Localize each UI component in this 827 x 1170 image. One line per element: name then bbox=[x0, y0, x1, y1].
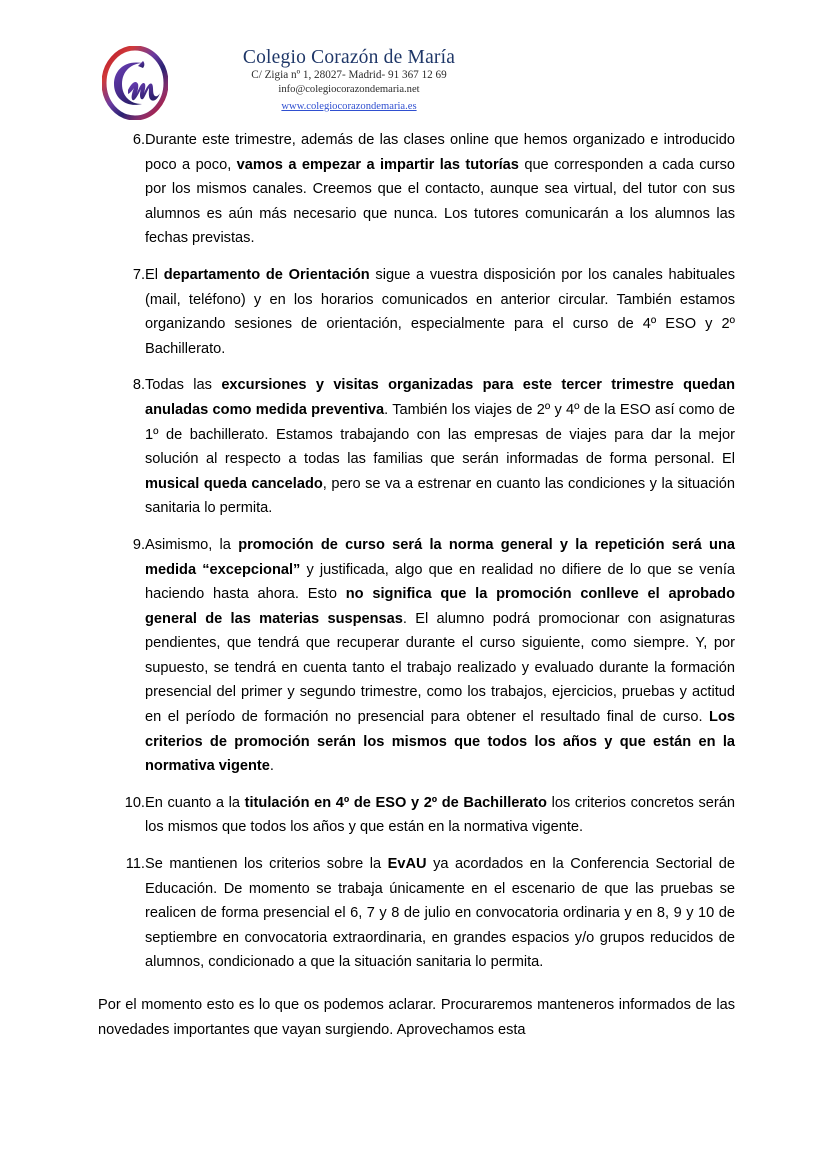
clause-text bbox=[145, 537, 735, 774]
clause-item bbox=[0, 128, 827, 251]
emphasis-text: promoción de curso será la norma general y la repetición será una medida “excepcional” bbox=[145, 536, 735, 578]
clause-text bbox=[145, 377, 735, 516]
clause-number: 6. bbox=[132, 132, 145, 148]
emphasis-text: EvAU bbox=[387, 856, 427, 873]
school-address: C/ Zigia nº 1, 28027- Madrid- 91 367 12 69 bbox=[251, 69, 447, 81]
document-body bbox=[0, 128, 827, 1042]
letterhead-text-block bbox=[168, 44, 522, 114]
clause-item bbox=[0, 373, 827, 521]
body-text: los criterios concretos serán los mismos que todos los años y que están en la normativa vigente. bbox=[145, 794, 735, 836]
body-text: y justificada, algo que en realidad no difiere de lo que se venía haciendo hasta ahora. Esto bbox=[145, 561, 736, 603]
clause-item bbox=[0, 791, 827, 840]
clause-number: 9. bbox=[132, 536, 145, 553]
body-text: Asimismo, la bbox=[145, 536, 239, 553]
clause-text bbox=[145, 267, 735, 357]
emphasis-text: musical queda cancelado bbox=[145, 475, 323, 492]
emphasis-text: Los criterios de promoción serán los mismos que todos los años y que están en la normativa vigente bbox=[145, 709, 735, 775]
body-text: En cuanto a la bbox=[145, 794, 245, 811]
body-text: Por el momento esto es lo que os podemos aclarar. Procuraremos manteneros informados de las novedades importantes que vayan surgiendo. Aprovechamos esta bbox=[98, 997, 735, 1038]
body-text: Se mantienen los criterios sobre la bbox=[145, 856, 388, 873]
body-text: . El alumno podrá promocionar con asignaturas pendientes, que tendrá que recuperar durante el curso siguiente, como siempre. Y, por supuesto, se tendrá en cuenta tanto el trabajo realizado y evaluado durante la formación presencial del primer y segundo trimestre, como los trabajos, ejercicios, pruebas y actitud en el período de formación no presencial para obtener el resultado final de curso. bbox=[145, 610, 735, 726]
body-text: que corresponden a cada curso por los mismos canales. Creemos que el contacto, aunque sea virtual, del tutor con sus alumnos es aún más necesario que nunca. Los tutores comunicarán a los alumnos las fechas previstas. bbox=[145, 156, 735, 247]
emphasis-text: no significa que la promoción conlleve el aprobado general de las materias suspensas bbox=[145, 586, 735, 627]
school-name: Colegio Corazón de María bbox=[242, 47, 456, 68]
clause-text bbox=[145, 795, 735, 836]
clause-item bbox=[0, 852, 827, 975]
emphasis-text: vamos a empezar a impartir las tutorías bbox=[236, 156, 519, 173]
clause-item bbox=[0, 263, 827, 361]
clause-item bbox=[0, 533, 827, 779]
clause-number: 7. bbox=[132, 266, 145, 283]
closing-paragraph bbox=[0, 993, 827, 1042]
body-text: El bbox=[145, 266, 164, 283]
body-text: ya acordados en la Conferencia Sectorial de Educación. De momento se trabaja únicamente en el escenario de que las pruebas se realicen de forma presencial el 6, 7 y 8 de julio en convocatoria ordinaria y en 8, 9 y 10 de septiembre en convocatoria extraordinaria, en grandes espacios y/o grupos reducidos de alumnos, condicionado a que la situación sanitaria lo permita. bbox=[145, 856, 735, 971]
body-text: sigue a vuestra disposición por los canales habituales (mail, teléfono) y en los horarios comunicados en anterior circular. También estamos organizando sesiones de orientación, especialmente para el curso de 4º ESO y 2º Bachillerato. bbox=[145, 266, 735, 357]
school-website-link[interactable]: www.colegiocorazondemaria.es bbox=[281, 101, 417, 112]
body-text: Todas las bbox=[145, 377, 222, 394]
clause-list bbox=[0, 128, 827, 975]
emphasis-text: titulación en 4º de ESO y 2º de Bachillerato bbox=[244, 794, 547, 811]
body-text: . También los viajes de 2º y 4º de la ESO así como de 1º de bachillerato. Estamos trabajando con las empresas de viajes para dar la mejor solución al respecto a todas las familias que serán informadas de forma personal. El bbox=[145, 401, 735, 468]
letterhead bbox=[102, 44, 522, 124]
school-crest-cm-monogram-icon bbox=[102, 46, 168, 120]
school-email: info@colegiocorazondemaria.net bbox=[278, 83, 420, 95]
clause-number: 11. bbox=[125, 856, 145, 873]
clause-text bbox=[145, 132, 735, 246]
body-text: , pero se va a estrenar en cuanto las condiciones y la situación sanitaria lo permita. bbox=[145, 475, 735, 517]
clause-number: 8. bbox=[132, 377, 145, 394]
clause-text bbox=[145, 856, 735, 970]
body-text: Durante este trimestre, además de las clases online que hemos organizado e introducido poco a poco, bbox=[145, 132, 735, 173]
body-text: . bbox=[269, 758, 274, 775]
emphasis-text: departamento de Orientación bbox=[163, 266, 370, 283]
clause-number: 10. bbox=[124, 794, 145, 811]
emphasis-text: excursiones y visitas organizadas para este tercer trimestre quedan anuladas como medida preventiva bbox=[145, 377, 735, 418]
